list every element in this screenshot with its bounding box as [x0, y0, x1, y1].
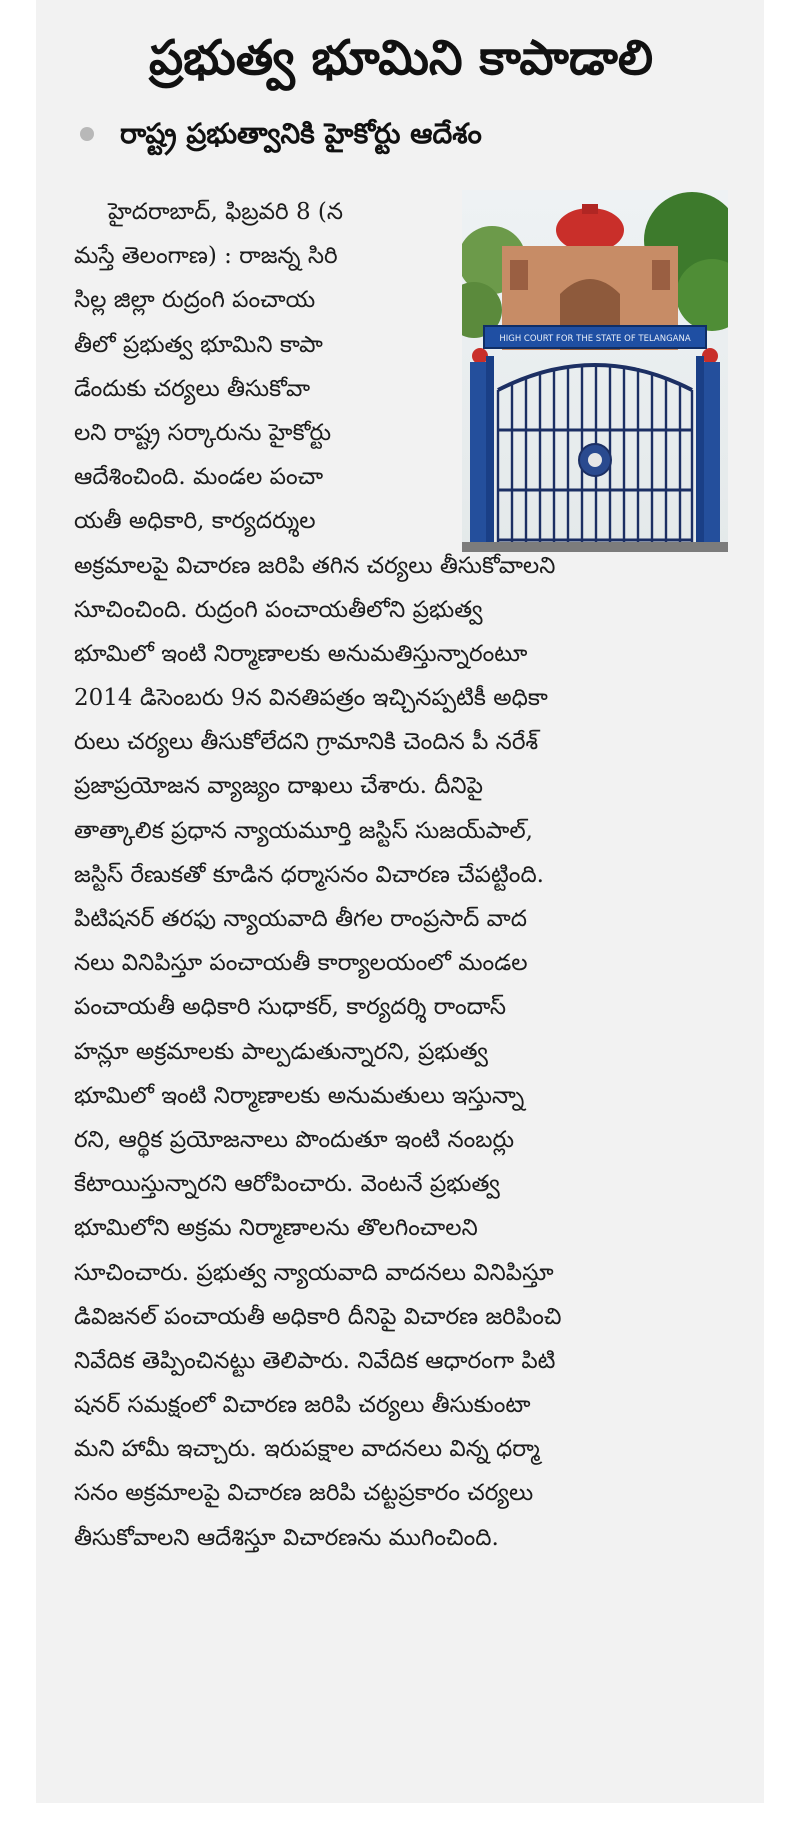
article-line: కేటాయిస్తున్నారని ఆరోపించారు. వెంటనే ప్రభుత్వ — [74, 1171, 500, 1198]
article-line: సూచించింది. రుద్రంగి పంచాయతీలోని ప్రభుత్వ — [74, 596, 483, 623]
article-line: భూమిలో ఇంటి నిర్మాణాలకు అనుమతిస్తున్నారంటూ — [74, 640, 528, 667]
article-line: డివిజనల్ పంచాయతీ అధికారి దీనిపై విచారణ జరిపించి — [74, 1303, 562, 1330]
subheadline: రాష్ట్ర ప్రభుత్వానికి హైకోర్టు ఆదేశం — [120, 117, 482, 150]
article-line: అక్రమాలపై విచారణ జరిపి తగిన చర్యలు తీసుకోవాలని — [74, 552, 556, 579]
article-line: జస్టిస్ రేణుకతో కూడిన ధర్మాసనం విచారణ చేపట్టింది. — [74, 861, 544, 888]
article-line: తాత్కాలిక ప్రధాన న్యాయమూర్తి జస్టిస్ సుజయ్‌పాల్, — [74, 817, 533, 844]
article-line: యతీ అధికారి, కార్యదర్శుల — [74, 508, 316, 535]
article-line: పిటిషనర్ తరఫు న్యాయవాది తీగల రాంప్రసాద్ వాద — [74, 906, 527, 932]
article-line: రులు చర్యలు తీసుకోలేదని గ్రామానికి చెందిన పీ నరేశ్ — [74, 729, 539, 756]
article-line: సిల్ల జిల్లా రుద్రంగి పంచాయ — [74, 287, 316, 314]
article-line: రని, ఆర్థిక ప్రయోజనాలు పొందుతూ ఇంటి నంబర్లు — [74, 1126, 515, 1153]
article-line: భూమిలో ఇంటి నిర్మాణాలకు అనుమతులు ఇస్తున్నా — [74, 1082, 525, 1109]
article-line: తీలో ప్రభుత్వ భూమిని కాపా — [74, 331, 323, 358]
article-line: నలు వినిపిస్తూ పంచాయతీ కార్యాలయంలో మండల — [74, 950, 528, 977]
subheadline-row — [74, 112, 728, 156]
article-line: తీసుకోవాలని ఆదేశిస్తూ విచారణను ముగించింది. — [74, 1524, 499, 1551]
article-line: షనర్ సమక్షంలో విచారణ జరిపి చర్యలు తీసుకుంటా — [74, 1392, 531, 1419]
article-line: హన్లూ అక్రమాలకు పాల్పడుతున్నారని, ప్రభుత్వ — [74, 1038, 488, 1065]
article-line: 2014 డిసెంబరు 9న వినతిపత్రం ఇచ్చినప్పటికీ అధికా — [74, 685, 548, 712]
article-line: పంచాయతీ అధికారి సుధాకర్, కార్యదర్శి రాందాస్ — [74, 994, 506, 1021]
article-line: మని హామీ ఇచ్చారు. ఇరుపక్షాల వాదనలు విన్న ధర్మా — [74, 1436, 540, 1463]
bullet-dot-icon — [80, 127, 94, 141]
article-line: డేందుకు చర్యలు తీసుకోవా — [74, 375, 311, 402]
article-text — [74, 190, 728, 1560]
article-line: మస్తే తెలంగాణ) : రాజన్న సిరి — [74, 243, 338, 270]
article-line: నివేదిక తెప్పించినట్టు తెలిపారు. నివేదిక ఆధారంగా పిటి — [74, 1347, 556, 1374]
article-line: భూమిలోని అక్రమ నిర్మాణాలను తొలగించాలని — [74, 1215, 478, 1242]
article-line: ప్రజాప్రయోజన వ్యాజ్యం దాఖలు చేశారు. దీనిపై — [74, 773, 483, 800]
article-body — [74, 190, 728, 1560]
court-sign-text: HIGH COURT FOR THE STATE OF TELANGANA — [499, 334, 691, 344]
article-line: ఆదేశించింది. మండల పంచా — [74, 464, 324, 491]
article-line: లని రాష్ట్ర సర్కారును హైకోర్టు — [74, 419, 332, 446]
headline: ప్రభుత్వ భూమిని కాపాడాలి — [148, 30, 654, 86]
article-line: హైదరాబాద్, ఫిబ్రవరి 8 (న — [108, 199, 344, 225]
article-line: సూచించారు. ప్రభుత్వ న్యాయవాది వాదనలు వినిపిస్తూ — [74, 1259, 554, 1286]
news-clipping — [36, 0, 764, 1803]
article-line: సనం అక్రమాలపై విచారణ జరిపి చట్టప్రకారం చర్యలు — [74, 1480, 534, 1507]
